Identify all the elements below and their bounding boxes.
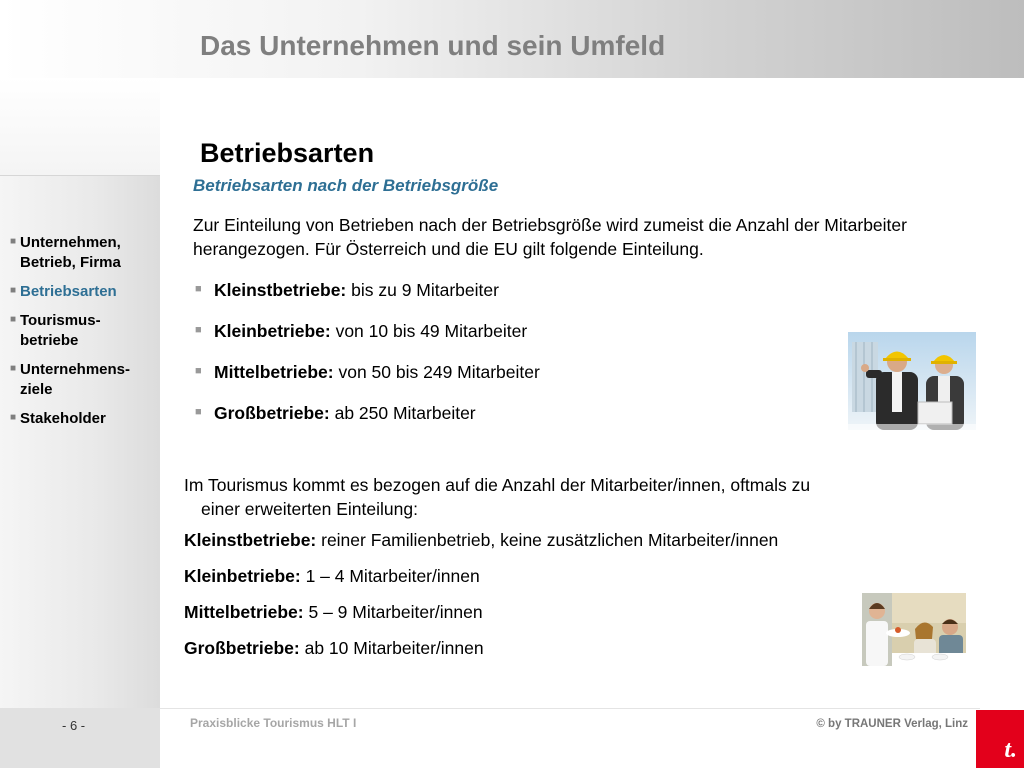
sidebar-item-stakeholder[interactable] [10, 409, 155, 429]
bullet-icon: ■ [195, 406, 202, 418]
sidebar-item-label: Unternehmens- [20, 361, 131, 378]
sidebar-item-label: Unternehmen, [20, 234, 121, 251]
logo-text: t. [1004, 737, 1017, 763]
bullet-icon: ■ [10, 285, 17, 296]
footer-divider [160, 708, 980, 709]
tourism-size-list [184, 528, 904, 672]
bullet-icon: ■ [10, 363, 17, 374]
bullet-text: ab 250 Mitarbeiter [329, 403, 476, 423]
section-title: Betriebsarten [200, 138, 375, 168]
sidebar-top [0, 78, 160, 175]
bullet-icon: ■ [195, 324, 202, 336]
sidebar-nav [10, 233, 155, 438]
bullet-term: Kleinstbetriebe: [214, 280, 347, 300]
tourism-text-line1: Im Tourismus kommt es bezogen auf die Anzahl der Mitarbeiter/innen, oftmals zu [184, 475, 811, 495]
bullet-term: Mittelbetriebe: [214, 362, 334, 382]
sidebar-item-unternehmen[interactable] [10, 233, 155, 273]
footer-copyright: © by TRAUNER Verlag, Linz [816, 718, 968, 730]
bullet-icon: ■ [10, 236, 17, 247]
bullet-term: Kleinbetriebe: [214, 321, 331, 341]
footer-left-block [0, 708, 160, 768]
sidebar-item-unternehmensziele[interactable] [10, 360, 155, 400]
sidebar-divider [0, 175, 160, 176]
sidebar-item-tourismusbetriebe[interactable] [10, 311, 155, 351]
sidebar-item-label: Betrieb, Firma [20, 254, 121, 271]
list-item [184, 564, 904, 600]
list-text: 1 – 4 Mitarbeiter/innen [300, 566, 480, 586]
list-item [193, 401, 833, 442]
list-item [193, 360, 833, 401]
list-text: reiner Familienbetrieb, keine zusätzlichen Mitarbeiter/innen [316, 530, 779, 550]
sidebar-item-label: ziele [20, 381, 53, 398]
sidebar-item-label: Betriebsarten [20, 283, 117, 300]
bullet-icon: ■ [195, 365, 202, 377]
section-subtitle: Betriebsarten nach der Betriebsgröße [193, 176, 499, 195]
list-term: Großbetriebe: [184, 638, 300, 658]
list-item [184, 528, 904, 564]
page-number: - 6 - [62, 718, 86, 733]
list-item [184, 600, 904, 636]
intro-paragraph: Zur Einteilung von Betrieben nach der Betriebsgröße wird zumeist die Anzahl der Mitarbeiter herangezogen. Für Österreich und die EU gilt folgende Einteilung. [193, 215, 907, 259]
tourism-text-line2: einer erweiterten Einteilung: [201, 499, 418, 519]
list-item [193, 278, 833, 319]
list-term: Kleinstbetriebe: [184, 530, 317, 550]
bullet-text: von 10 bis 49 Mitarbeiter [330, 321, 528, 341]
sidebar-item-label: Tourismus- [20, 312, 101, 329]
bullet-icon: ■ [10, 412, 17, 423]
bullet-term: Großbetriebe: [214, 403, 330, 423]
list-item [193, 319, 833, 360]
sidebar-item-betriebsarten[interactable] [10, 282, 155, 302]
list-term: Mittelbetriebe: [184, 602, 304, 622]
tourism-paragraph [184, 473, 924, 521]
list-item [184, 636, 904, 672]
bullet-text: bis zu 9 Mitarbeiter [346, 280, 499, 300]
construction-workers-photo [848, 332, 976, 430]
bullet-icon: ■ [10, 314, 17, 325]
slide-header-title: Das Unternehmen und sein Umfeld [200, 30, 666, 61]
bullet-icon: ■ [195, 283, 202, 295]
sidebar-item-label: Stakeholder [20, 410, 106, 427]
bullet-text: von 50 bis 249 Mitarbeiter [333, 362, 540, 382]
size-bullet-list [193, 278, 833, 442]
footer-book-title: Praxisblicke Tourismus HLT I [190, 716, 357, 730]
trauner-logo [976, 710, 1024, 768]
restaurant-photo [862, 593, 966, 666]
list-text: ab 10 Mitarbeiter/innen [299, 638, 484, 658]
sidebar-item-label: betriebe [20, 332, 79, 349]
list-term: Kleinbetriebe: [184, 566, 301, 586]
list-text: 5 – 9 Mitarbeiter/innen [303, 602, 483, 622]
